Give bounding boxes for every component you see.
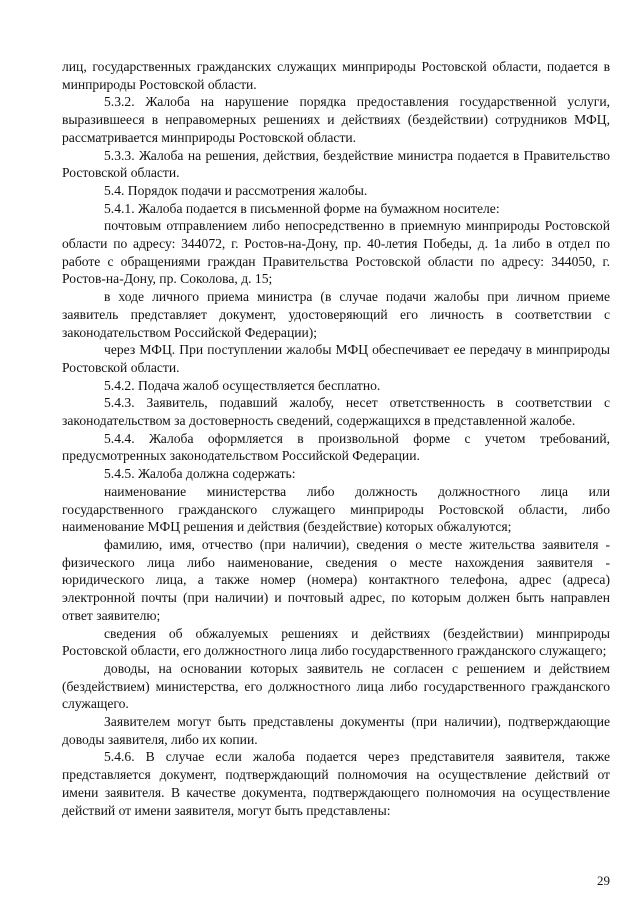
paragraph-5: 5.4.1. Жалоба подается в письменной форме на бумажном носителе: xyxy=(104,200,500,216)
paragraph-4: 5.4. Порядок подачи и рассмотрения жалобы. xyxy=(104,182,368,198)
paragraph-8: через МФЦ. При поступлении жалобы МФЦ обеспечивает ее передачу в минприроды Ростовской области. xyxy=(62,342,610,375)
paragraph-13: наименование министерства либо должность должностного лица или государственного гражданского служащего минприроды Ростовской области, либо наименование МФЦ решения и действия (бездействие) которых обжалуются; xyxy=(62,483,610,535)
paragraph-16: доводы, на основании которых заявитель не согласен с решением и действием (бездействием) министерства, его должностного лица либо государственного гражданского служащего. xyxy=(62,660,610,712)
paragraph-2: 5.3.2. Жалоба на нарушение порядка предоставления государственной услуги, выразившееся в неправомерных решениях и действиях (бездействии) сотрудников МФЦ, рассматривается минприроды Ростовской области. xyxy=(62,94,610,145)
paragraph-10: 5.4.3. Заявитель, подавший жалобу, несет ответственность в соответствии с законодательством за достоверность сведений, содержащихся в представленной жалобе. xyxy=(62,395,610,429)
document-page xyxy=(62,58,610,819)
paragraph-15: сведения об обжалуемых решениях и действиях (бездействии) минприроды Ростовской области, его должностного лица либо государственного гражданского служащего; xyxy=(62,625,610,659)
paragraph-11: 5.4.4. Жалоба оформляется в произвольной форме с учетом требований, предусмотренных законодательством Российской Федерации. xyxy=(62,430,610,464)
paragraph-18: 5.4.6. В случае если жалоба подается через представителя заявителя, также представляется документ, подтверждающий полномочия на осуществление действий от имени заявителя. В качестве документа, подтверждающего полномочия на осуществление действий от имени заявителя, могут быть представлены: xyxy=(62,749,610,818)
paragraph-7: в ходе личного приема министра (в случае подачи жалобы при личном приеме заявитель представляет документ, удостоверяющий его личность в соответствии с законодательством Российской Федерации); xyxy=(62,289,610,340)
page-number: 29 xyxy=(597,873,610,888)
paragraph-17: Заявителем могут быть представлены документы (при наличии), подтверждающие доводы заявителя, либо их копии. xyxy=(62,714,610,747)
paragraph-12: 5.4.5. Жалоба должна содержать: xyxy=(104,466,296,482)
paragraph-9: 5.4.2. Подача жалоб осуществляется бесплатно. xyxy=(104,377,381,393)
paragraph-14: фамилию, имя, отчество (при наличии), сведения о месте жительства заявителя - физического лица либо наименование, сведения о месте нахождения заявителя - юридического лица, а также номер (номера) контактного телефона, адрес (адреса) электронной почты (при наличии) и почтовый адрес, по которым должен быть направлен ответ заявителю; xyxy=(62,536,610,623)
paragraph-6: почтовым отправлением либо непосредственно в приемную минприроды Ростовской области по адресу: 344072, г. Ростов-на-Дону, пр. 40-летия Победы, д. 1а либо в отдел по работе с обращениями граждан Правительства Ростовской области по адресу: 344050, г. Ростов-на-Дону, пр. Соколова, д. 15; xyxy=(62,218,610,287)
paragraph-3: 5.3.3. Жалоба на решения, действия, бездействие министра подается в Правительство Ростовской области. xyxy=(62,147,610,181)
paragraph-1: лиц, государственных гражданских служащих минприроды Ростовской области, подается в минприроды Ростовской области. xyxy=(62,59,610,92)
